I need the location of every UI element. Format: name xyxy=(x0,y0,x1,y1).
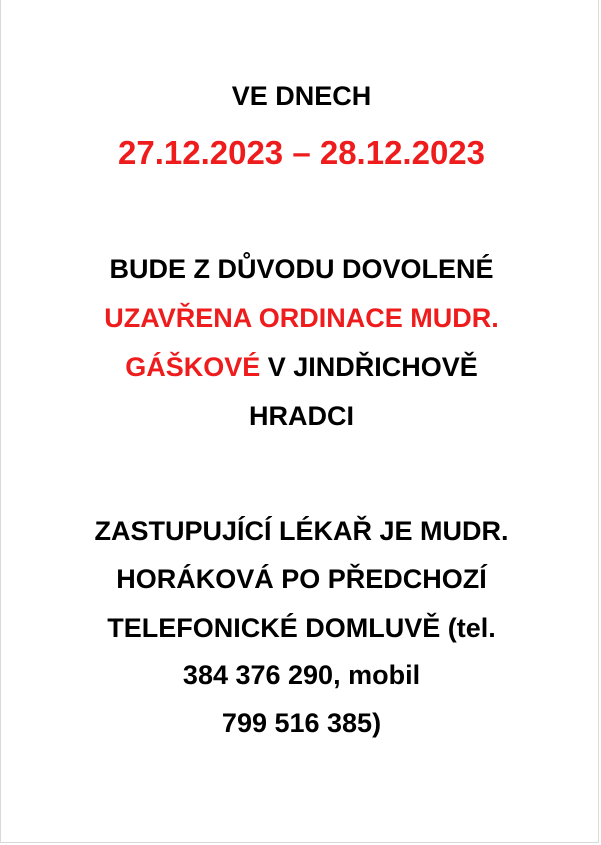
closure-line-1: BUDE Z DŮVODU DOVOLENÉ xyxy=(109,254,494,284)
doctor-name-highlight: GÁŠKOVÉ xyxy=(125,352,261,382)
closure-line-2: UZAVŘENA ORDINACE MUDR. xyxy=(104,303,499,333)
closure-line-3 xyxy=(1,351,601,383)
phone-numbers-line: 384 376 290, mobil xyxy=(182,660,421,690)
substitute-line-1: ZASTUPUJÍCÍ LÉKAŘ JE MUDR. xyxy=(94,516,509,546)
substitute-line-2: HORÁKOVÁ PO PŘEDCHOZÍ xyxy=(116,564,487,594)
mobile-number-line: 799 516 385) xyxy=(221,708,382,738)
closure-location-text: V JINDŘICHOVĚ xyxy=(260,352,478,382)
date-range: 27.12.2023 – 28.12.2023 xyxy=(117,134,485,171)
intro-text: VE DNECH xyxy=(231,81,372,111)
closure-line-4: HRADCI xyxy=(249,401,354,431)
substitute-line-3: TELEFONICKÉ DOMLUVĚ (tel. xyxy=(107,613,496,643)
